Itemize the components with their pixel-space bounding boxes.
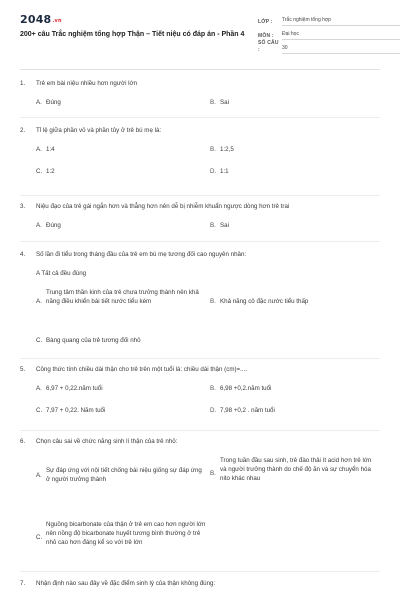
question-4 bbox=[20, 251, 380, 355]
meta-label-count: SỐ CÂU : bbox=[258, 39, 279, 53]
meta-label-class: LỚP : bbox=[258, 18, 273, 25]
question-number: 5. bbox=[20, 366, 26, 373]
divider bbox=[20, 430, 380, 431]
option-b[interactable]: B. Khả năng cô đặc nước tiểu thấp bbox=[210, 297, 309, 305]
divider bbox=[20, 241, 380, 242]
option-c[interactable]: C. 7,97 + 0,22. Năm tuổi bbox=[36, 406, 106, 414]
question-number: 7. bbox=[20, 580, 26, 587]
question-text: Tỉ lệ giữa phần vỏ và phần tủy ở trẻ bú mẹ là: bbox=[36, 127, 162, 134]
meta-row-class bbox=[258, 12, 400, 26]
document-header bbox=[20, 0, 380, 70]
document-meta bbox=[258, 12, 400, 54]
option-b[interactable]: B. Sai bbox=[210, 221, 229, 229]
divider bbox=[20, 358, 380, 359]
divider bbox=[20, 117, 380, 118]
option-d[interactable]: D. 7,98 +0,2 . năm tuổi bbox=[210, 406, 275, 414]
logo-text: 2048 bbox=[20, 13, 52, 26]
logo-suffix: .vn bbox=[52, 18, 62, 24]
option-a[interactable]: A. Sự đáp ứng với nội tiết chống bài niệu giống sự đáp ứng ở người trưởng thành bbox=[36, 466, 202, 483]
meta-value-subject: Đại học bbox=[282, 31, 400, 40]
question-number: 4. bbox=[20, 251, 26, 258]
option-a[interactable]: A. 1:4 bbox=[36, 145, 55, 153]
question-6 bbox=[20, 438, 380, 575]
lead-answer: A Tất cả đều đúng bbox=[36, 269, 87, 277]
option-a[interactable]: A. Đúng bbox=[36, 221, 61, 229]
meta-label-subject: MÔN : bbox=[258, 32, 274, 39]
question-number: 2. bbox=[20, 127, 26, 134]
question-text: Chọn câu sai về chức năng sinh lí thận của trẻ nhỏ: bbox=[36, 438, 178, 445]
option-d[interactable]: D. 1:1 bbox=[210, 167, 229, 175]
question-number: 3. bbox=[20, 203, 26, 210]
option-b[interactable]: B. 1:2,5 bbox=[210, 145, 234, 153]
question-text: Nhận định nào sau đây về đặc điểm sinh lý của thận không đúng: bbox=[36, 580, 216, 587]
question-5 bbox=[20, 366, 380, 419]
option-c[interactable]: C. Nguồng bicarbonate của thận ở trẻ em cao hơn người lớn nên nồng độ bicarbonate huyết tương bình thường ở trẻ nhỏ cao hơn đáng kể so với trẻ lớn bbox=[36, 520, 206, 546]
option-a[interactable]: A. Đúng bbox=[36, 98, 61, 106]
question-text: Công thức tính chiều dài thận cho trẻ trên một tuổi là: chiều dài thận (cm)=.... bbox=[36, 366, 248, 373]
meta-value-class: Trắc nghiệm tổng hợp bbox=[282, 17, 400, 26]
meta-row-count bbox=[258, 40, 400, 54]
question-number: 1. bbox=[20, 80, 26, 87]
option-b[interactable]: B. 6,98 +0,2.năm tuổi bbox=[210, 384, 272, 392]
meta-value-count: 30 bbox=[282, 45, 400, 54]
question-text: Niệu đạo của trẻ gái ngắn hơn và thẳng hơn nên dễ bị nhiễm khuẩn ngược dòng hơn trẻ trai bbox=[36, 203, 290, 210]
document-title: 200+ câu Trắc nghiệm tổng hợp Thận – Tiết niệu có đáp án - Phần 4 bbox=[20, 31, 245, 38]
option-b[interactable]: B. Sai bbox=[210, 98, 229, 106]
question-7 bbox=[20, 580, 380, 589]
question-text: Số lần đi tiểu trong tháng đầu của trẻ em bú mẹ tương đối cao nguyên nhân: bbox=[36, 251, 247, 258]
question-3 bbox=[20, 203, 380, 232]
option-c[interactable]: C. 1:2 bbox=[36, 167, 55, 175]
option-b[interactable]: B. Trong tuần đầu sau sinh, trẻ đào thải ít acid hơn trẻ lớn và người trưởng thành do chế độ ăn và sự chuyển hóa nito khác nhau bbox=[210, 456, 372, 482]
question-2 bbox=[20, 127, 380, 182]
option-c[interactable]: C. Bàng quang của trẻ tương đối nhỏ bbox=[36, 336, 141, 344]
option-a[interactable]: A. 6,97 + 0,22.năm tuổi bbox=[36, 384, 103, 392]
question-text: Trẻ em bài niệu nhiều hơn người lớn bbox=[36, 80, 138, 87]
meta-row-subject bbox=[258, 26, 400, 40]
divider bbox=[20, 571, 380, 572]
divider bbox=[20, 195, 380, 196]
question-number: 6. bbox=[20, 438, 26, 445]
question-1 bbox=[20, 80, 380, 109]
option-a[interactable]: A. Trung tâm thần kinh của trẻ chưa trưởng thành nên khả năng điều khiển bài tiết nước tiểu kém bbox=[36, 288, 199, 305]
site-logo[interactable] bbox=[20, 12, 62, 28]
